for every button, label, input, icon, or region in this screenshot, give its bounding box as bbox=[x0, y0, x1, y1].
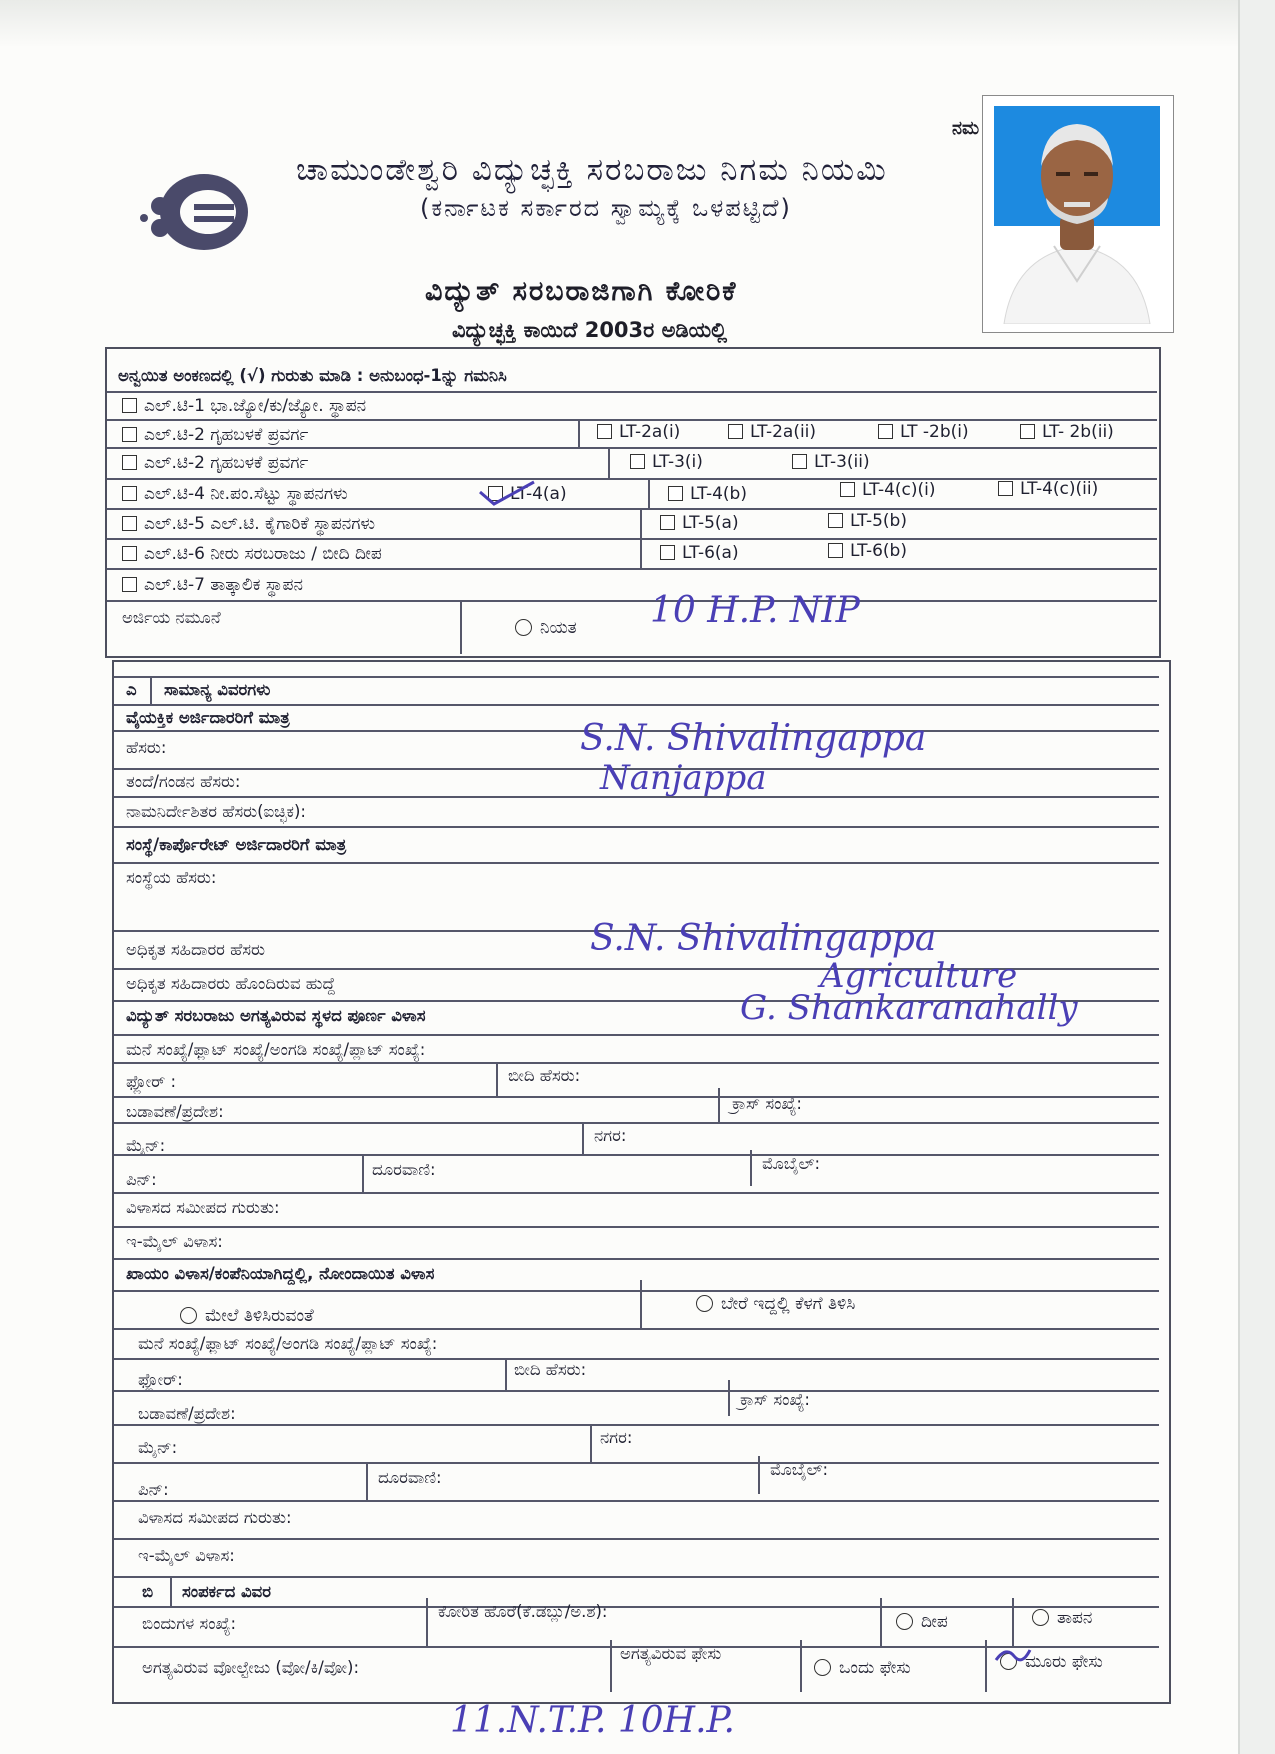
individual-heading: ವೈಯಕ್ತಿಕ ಅರ್ಜಿದಾರರಿಗೆ ಮಾತ್ರ bbox=[126, 708, 290, 727]
phone-2-label: ದೂರವಾಣಿ: bbox=[378, 1468, 442, 1487]
option-lt4a[interactable]: LT-4(a) bbox=[488, 484, 567, 504]
signatory-label: ಅಧಿಕೃತ ಸಹಿದಾರರ ಹೆಸರು bbox=[126, 940, 265, 959]
scan-shadow bbox=[0, 0, 1238, 48]
email-2-label: ಇ-ಮೈಲ್ ವಿಳಾಸ: bbox=[138, 1546, 235, 1565]
option-lt5a[interactable]: LT-5(a) bbox=[660, 513, 739, 533]
signatory-value: S.N. Shivalingappa bbox=[590, 918, 937, 959]
escom-logo-icon bbox=[138, 166, 256, 258]
landmark-label: ವಿಳಾಸದ ಸಮೀಪದ ಗುರುತು: bbox=[126, 1198, 280, 1217]
name-value: S.N. Shivalingappa bbox=[580, 718, 927, 759]
option-lt2a-ii[interactable]: LT-2a(ii) bbox=[728, 422, 816, 442]
tariff-row-lt6[interactable]: ಎಲ್.ಟಿ-6 ನೀರು ಸರಬರಾಜು / ಬೀದಿ ದೀಪ bbox=[122, 544, 382, 564]
form-type-regular-radio[interactable]: ನಿಯತ bbox=[515, 618, 577, 638]
option-lt3-i[interactable]: LT-3(i) bbox=[630, 452, 703, 472]
option-lt6b[interactable]: LT-6(b) bbox=[828, 541, 907, 561]
floor-2-label: ಫ್ಲೋರ್: bbox=[138, 1370, 183, 1389]
mobile-label: ಮೊಬೈಲ್: bbox=[762, 1154, 821, 1173]
org-subtitle: (ಕರ್ನಾಟಕ ಸರ್ಕಾರದ ಸ್ವಾಮ್ಯಕ್ಕೆ ಒಳಪಟ್ಟಿದೆ) bbox=[420, 194, 792, 222]
organisation-name-label: ಸಂಸ್ಥೆಯ ಹೆಸರು: bbox=[126, 868, 217, 887]
email-label: ಇ-ಮೈಲ್ ವಿಳಾಸ: bbox=[126, 1232, 223, 1251]
permanent-address-label: ಖಾಯಂ ವಿಳಾಸ/ಕಂಪೆನಿಯಾಗಿದ್ದಲ್ಲಿ, ನೋಂದಾಯಿತ ವಿಳಾಸ bbox=[126, 1264, 435, 1283]
father-name-label: ತಂದೆ/ಗಂಡನ ಹೆಸರು: bbox=[126, 772, 241, 791]
landmark-2-label: ವಿಳಾಸದ ಸಮೀಪದ ಗುರುತು: bbox=[138, 1508, 292, 1527]
load-label: ಕೋರಿತ ಹೊರೆ(ಕೆ.ಡಬ್ಲು/ಅ.ಶ): bbox=[438, 1602, 608, 1621]
street-2-label: ಬೀದಿ ಹೆಸರು: bbox=[514, 1360, 587, 1379]
tariff-instruction: ಅನ್ವಯಿತ ಅಂಕಣದಲ್ಲಿ (√) ಗುರುತು ಮಾಡಿ : ಅನುಬಂಧ-1ನ್ನು ಗಮನಿಸಿ bbox=[118, 366, 507, 385]
tariff-row-lt3[interactable]: ಎಲ್.ಟಿ-2 ಗೃಹಬಳಕೆ ಪ್ರವರ್ಗ bbox=[122, 453, 308, 473]
house-number-2-label: ಮನೆ ಸಂಖ್ಯೆ/ಫ್ಲಾಟ್ ಸಂಖ್ಯೆ/ಅಂಗಡಿ ಸಂಖ್ಯೆ/ಪ್ಲಾಟ್ ಸಂಖ್ಯೆ: bbox=[138, 1334, 438, 1353]
section-a-letter: ಎ bbox=[126, 680, 137, 699]
house-number-label: ಮನೆ ಸಂಖ್ಯೆ/ಫ್ಲಾಟ್ ಸಂಖ್ಯೆ/ಅಂಗಡಿ ಸಂಖ್ಯೆ/ಪ್ಲಾಟ್ ಸಂಖ್ಯೆ: bbox=[126, 1040, 426, 1059]
supply-address-value: G. Shankaranahally bbox=[740, 988, 1078, 1028]
form-subtitle: ವಿದ್ಯುಚ್ಛಕ್ತಿ ಕಾಯಿದೆ 2003ರ ಅಡಿಯಲ್ಲಿ bbox=[452, 318, 728, 342]
option-lt6a[interactable]: LT-6(a) bbox=[660, 543, 739, 563]
city-label: ನಗರ: bbox=[594, 1126, 627, 1145]
area-label: ಬಡಾವಣೆ/ಪ್ರದೇಶ: bbox=[126, 1102, 224, 1121]
name-label: ಹೆಸರು: bbox=[126, 738, 167, 757]
light-radio[interactable]: ದೀಪ bbox=[896, 1612, 948, 1632]
org-name: ಚಾಮುಂಡೇಶ್ವರಿ ವಿದ್ಯುಚ್ಛಕ್ತಿ ಸರಬರಾಜು ನಿಗಮ ನಿಯಮಿ bbox=[296, 152, 888, 188]
voltage-label: ಅಗತ್ಯವಿರುವ ವೋಲ್ಟೇಜು (ವೋ/ಕಿ/ವೋ): bbox=[142, 1658, 360, 1677]
city-2-label: ನಗರ: bbox=[600, 1428, 633, 1447]
checkmark-icon bbox=[478, 478, 538, 508]
tariff-row-lt1[interactable]: ಎಲ್.ಟಿ-1 ಭಾ.ಜ್ಯೋ/ಕು/ಜ್ಯೋ. ಸ್ಥಾಪನ bbox=[122, 396, 366, 416]
floor-label: ಫ್ಲೋರ್ : bbox=[126, 1072, 177, 1091]
three-phase-radio[interactable]: ಮೂರು ಫೇಸು bbox=[1000, 1652, 1103, 1672]
cross-2-label: ಕ್ರಾಸ್ ಸಂಖ್ಯೆ: bbox=[740, 1390, 810, 1409]
other-address-radio[interactable]: ಬೇರೆ ಇದ್ದಲ್ಲಿ ಕೆಳಗೆ ತಿಳಿಸಿ bbox=[696, 1294, 855, 1314]
tariff-row-lt5[interactable]: ಎಲ್.ಟಿ-5 ಎಲ್.ಟಿ. ಕೈಗಾರಿಕೆ ಸ್ಥಾಪನಗಳು bbox=[122, 514, 375, 534]
phone-label: ದೂರವಾಣಿ: bbox=[372, 1160, 436, 1179]
mobile-2-label: ಮೊಬೈಲ್: bbox=[770, 1460, 829, 1479]
heating-radio[interactable]: ತಾಪನ bbox=[1032, 1608, 1092, 1628]
pin-2-label: ಪಿನ್: bbox=[138, 1480, 169, 1499]
designation-value: Agriculture bbox=[820, 956, 1018, 996]
form-type-handwritten: 10 H.P. NIP bbox=[650, 590, 860, 631]
single-phase-radio[interactable]: ಒಂದು ಫೇಸು bbox=[814, 1658, 911, 1678]
applicant-photo bbox=[994, 106, 1160, 324]
section-a-heading: ಸಾಮಾನ್ಯ ವಿವರಗಳು bbox=[164, 680, 271, 699]
three-phase-mark-icon bbox=[992, 1644, 1032, 1674]
pin-label: ಪಿನ್: bbox=[126, 1170, 157, 1189]
cross-label: ಕ್ರಾಸ್ ಸಂಖ್ಯೆ: bbox=[732, 1094, 802, 1113]
corporate-heading: ಸಂಸ್ಥೆ/ಕಾರ್ಪೊರೇಟ್ ಅರ್ಜಿದಾರರಿಗೆ ಮಾತ್ರ bbox=[126, 835, 347, 854]
area-2-label: ಬಡಾವಣೆ/ಪ್ರದೇಶ: bbox=[138, 1404, 236, 1423]
nominee-label: ನಾಮನಿರ್ದೇಶಿತರ ಹೆಸರು(ಐಚ್ಛಿಕ): bbox=[126, 802, 306, 821]
designation-label: ಅಧಿಕೃತ ಸಹಿದಾರರು ಹೊಂದಿರುವ ಹುದ್ದೆ bbox=[126, 974, 336, 993]
form-title: ವಿದ್ಯುತ್ ಸರಬರಾಜಿಗಾಗಿ ಕೋರಿಕೆ bbox=[425, 276, 738, 307]
phase-label: ಅಗತ್ಯವಿರುವ ಫೇಸು bbox=[620, 1644, 722, 1663]
option-lt4c-i[interactable]: LT-4(c)(i) bbox=[840, 480, 936, 500]
points-label: ಬಿಂದುಗಳ ಸಂಖ್ಯೆ: bbox=[142, 1614, 237, 1633]
option-lt4c-ii[interactable]: LT-4(c)(ii) bbox=[998, 479, 1098, 499]
footer-handwritten-note: 11.N.T.P. 10H.P. bbox=[450, 1700, 735, 1741]
main-label: ಮೈನ್: bbox=[126, 1136, 166, 1155]
option-lt2a-i[interactable]: LT-2a(i) bbox=[597, 422, 680, 442]
main-2-label: ಮೈನ್: bbox=[138, 1438, 178, 1457]
form-type-label: ಅರ್ಜಿಯ ನಮೂನೆ bbox=[122, 608, 221, 627]
supply-address-label: ವಿದ್ಯುತ್ ಸರಬರಾಜು ಅಗತ್ಯವಿರುವ ಸ್ಥಳದ ಪೂರ್ಣ ವಿಳಾಸ bbox=[126, 1006, 426, 1025]
tariff-row-lt2[interactable]: ಎಲ್.ಟಿ-2 ಗೃಹಬಳಕೆ ಪ್ರವರ್ಗ bbox=[122, 425, 308, 445]
same-as-above-radio[interactable]: ಮೇಲೆ ತಿಳಿಸಿರುವಂತೆ bbox=[180, 1306, 314, 1326]
section-b-heading: ಸಂಪರ್ಕದ ವಿವರ bbox=[182, 1582, 271, 1601]
option-lt5b[interactable]: LT-5(b) bbox=[828, 511, 907, 531]
corner-text: ನಮ bbox=[952, 118, 980, 139]
option-lt4b[interactable]: LT-4(b) bbox=[668, 484, 747, 504]
tariff-row-lt4[interactable]: ಎಲ್.ಟಿ-4 ನೀ.ಪಂ.ಸೆಟ್ಟು ಸ್ಥಾಪನಗಳು bbox=[122, 484, 348, 504]
section-b-letter: ಬಿ bbox=[142, 1582, 154, 1601]
father-name-value: Nanjappa bbox=[600, 758, 767, 798]
paper-edge bbox=[1238, 0, 1275, 1754]
option-lt2b-i[interactable]: LT -2b(i) bbox=[878, 422, 969, 442]
option-lt2b-ii[interactable]: LT- 2b(ii) bbox=[1020, 422, 1114, 442]
option-lt3-ii[interactable]: LT-3(ii) bbox=[792, 452, 870, 472]
tariff-row-lt7[interactable]: ಎಲ್.ಟಿ-7 ತಾತ್ಕಾಲಿಕ ಸ್ಥಾಪನ bbox=[122, 575, 303, 595]
street-label: ಬೀದಿ ಹೆಸರು: bbox=[508, 1066, 581, 1085]
